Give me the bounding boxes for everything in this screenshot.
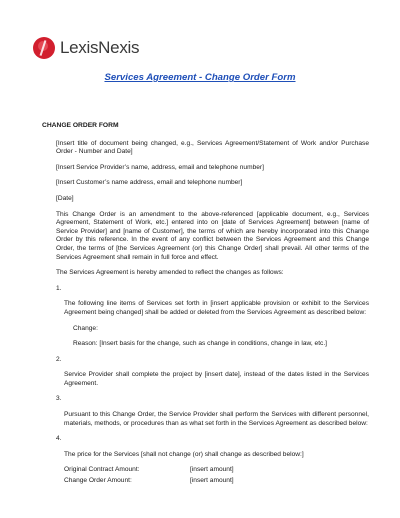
document-title: Services Agreement - Change Order Form bbox=[104, 72, 296, 83]
field-customer: [Insert Customer’s name address, email and telephone number] bbox=[56, 179, 243, 187]
amount-value: [insert amount] bbox=[190, 466, 234, 474]
logo-text: LexisNexis bbox=[60, 38, 140, 57]
item-text: The following line items of Services set forth in [insert applicable provision or exhibit to the Services Agreement being changed] shall be added or deleted from the Services Agreement as described below: bbox=[64, 300, 369, 316]
item-number: 4. bbox=[56, 435, 62, 443]
intro-paragraph: This Change Order is an amendment to the above-referenced [applicable document, e.g., Services Agreement, Statement of Work, etc.] entered into on [date of Services Agreement] between [name of Service Provider] and [name of Customer], the terms of which are hereby incorporated into this Change Order by this reference. In the event of any conflict between the Services Agreement and this Change Order, the terms of [the Services Agreement (or) this Change Order] shall prevail. All other terms of the Services Agreement shall remain in full force and effect. bbox=[56, 210, 369, 261]
field-document-title: [Insert title of document being changed, e.g., Services Agreement/Statement of Work and/or Purchase Order - Number and Date] bbox=[56, 139, 369, 156]
lexisnexis-logo-icon bbox=[33, 37, 55, 59]
amount-row bbox=[47, 477, 369, 486]
reason-text: Reason: [Insert basis for the change, such as change in conditions, change in law, etc.] bbox=[73, 340, 328, 348]
amend-statement: The Services Agreement is hereby amended to reflect the changes as follows: bbox=[56, 269, 284, 277]
item-number: 3. bbox=[56, 395, 62, 403]
item-text: Service Provider shall complete the project by [insert date], instead of the dates listed in the Services Agreement. bbox=[64, 371, 369, 387]
item-text: The price for the Services [shall not change (or) shall change as described below:] bbox=[64, 450, 304, 458]
section-heading: CHANGE ORDER FORM bbox=[42, 122, 119, 129]
amount-value: [insert amount] bbox=[190, 477, 234, 485]
logo bbox=[33, 36, 139, 60]
document-body bbox=[42, 122, 369, 488]
item-number: 1. bbox=[56, 284, 62, 292]
amount-row bbox=[47, 466, 369, 475]
amount-label: Change Order Amount: bbox=[64, 477, 132, 485]
amount-label: Original Contract Amount: bbox=[64, 466, 140, 474]
item-text: Pursuant to this Change Order, the Service Provider shall perform the Services with different personnel, materials, methods, or procedures than as what set forth in the Services Agreement as described below: bbox=[64, 411, 369, 427]
item-number: 2. bbox=[56, 355, 62, 363]
field-date: [Date] bbox=[56, 194, 74, 202]
change-label: Change: bbox=[73, 324, 98, 332]
field-service-provider: [Insert Service Provider’s name, address, email and telephone number] bbox=[56, 163, 264, 171]
